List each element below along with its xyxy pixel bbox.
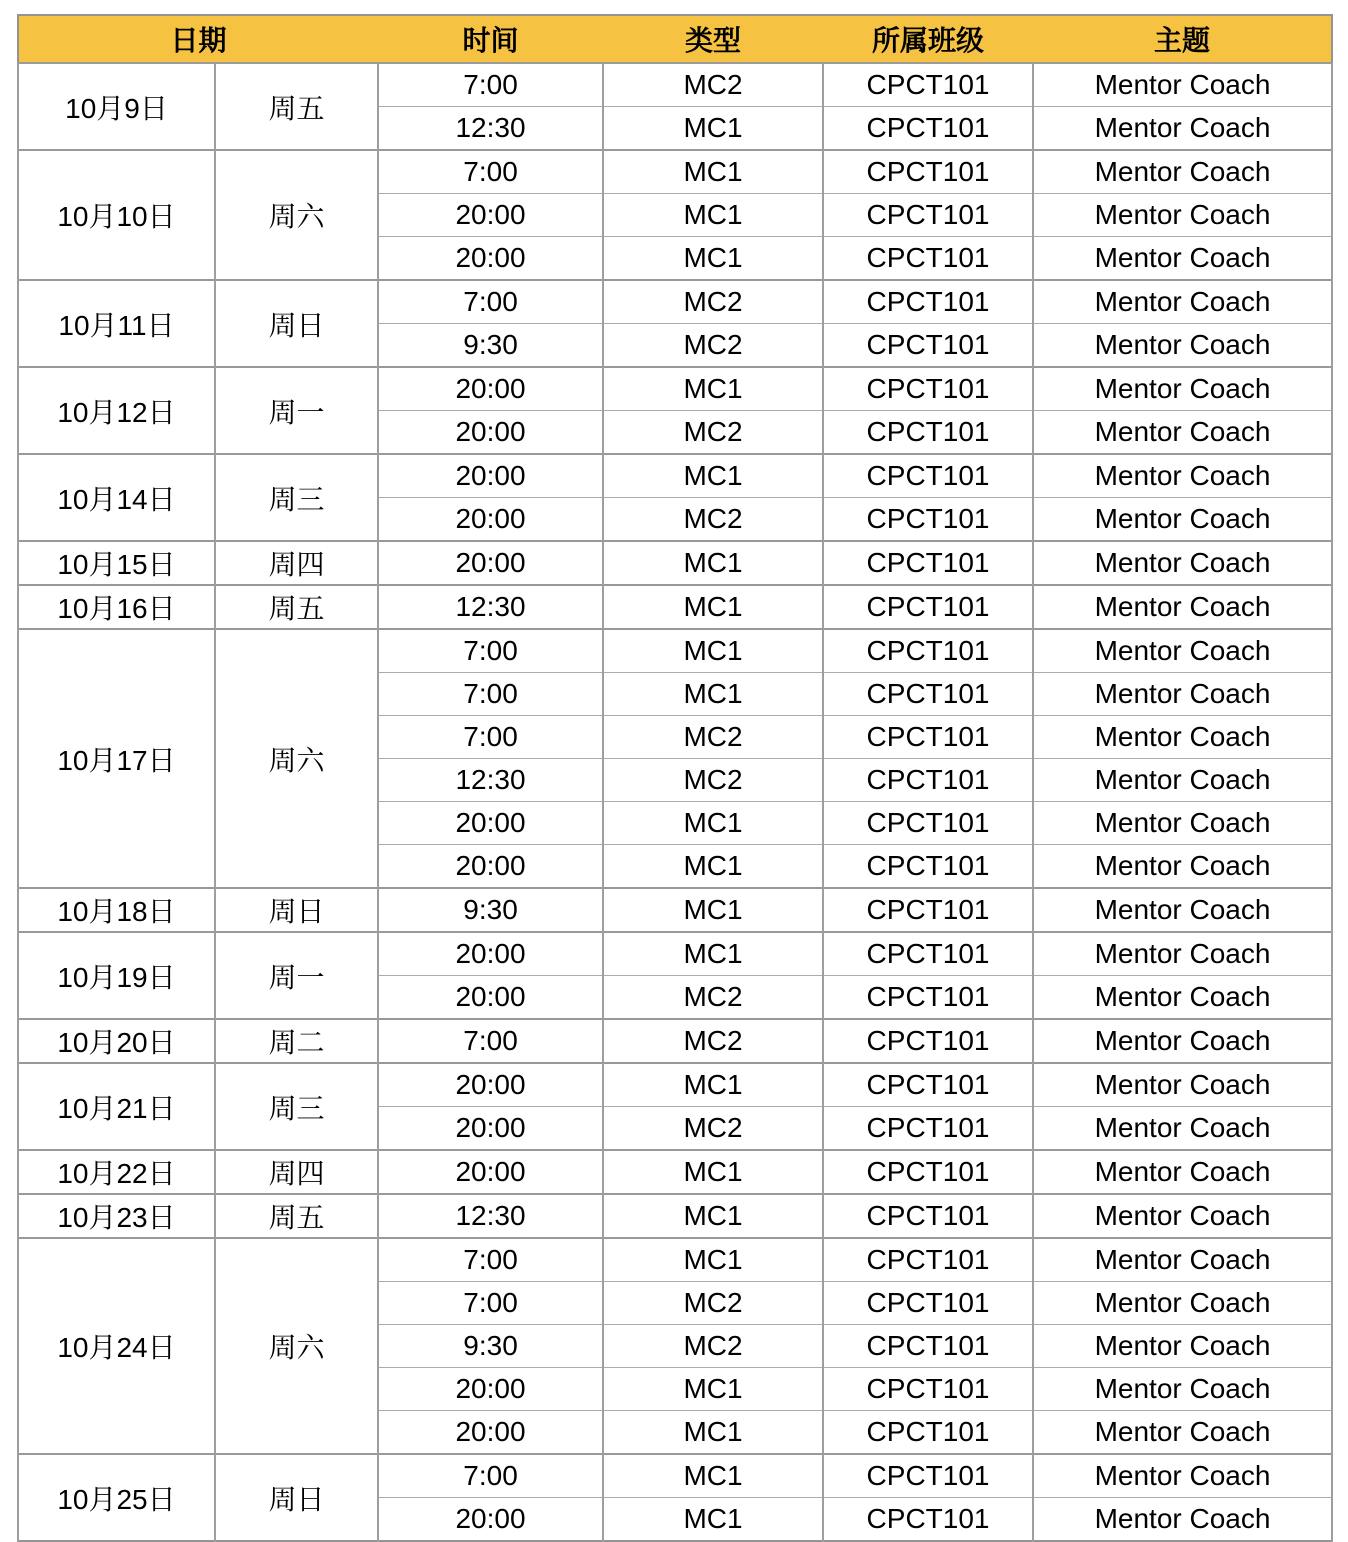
time-cell: 20:00: [378, 845, 603, 889]
topic-cell: Mentor Coach: [1033, 716, 1332, 759]
topic-cell: Mentor Coach: [1033, 367, 1332, 411]
type-cell: MC1: [603, 367, 823, 411]
schedule-row: [18, 541, 1332, 585]
date-cell: 10月11日: [18, 280, 215, 367]
time-cell: 7:00: [378, 716, 603, 759]
class-cell: CPCT101: [823, 324, 1033, 368]
time-cell: 20:00: [378, 498, 603, 542]
weekday-cell: 周五: [215, 63, 378, 150]
weekday-cell: 周四: [215, 1150, 378, 1194]
type-cell: MC2: [603, 759, 823, 802]
class-cell: CPCT101: [823, 888, 1033, 932]
type-cell: MC2: [603, 1325, 823, 1368]
type-cell: MC1: [603, 802, 823, 845]
time-cell: 9:30: [378, 888, 603, 932]
schedule-row: [18, 280, 1332, 324]
date-cell: 10月21日: [18, 1063, 215, 1150]
class-cell: CPCT101: [823, 716, 1033, 759]
type-cell: MC1: [603, 1411, 823, 1455]
type-cell: MC1: [603, 541, 823, 585]
class-cell: CPCT101: [823, 107, 1033, 151]
topic-cell: Mentor Coach: [1033, 1454, 1332, 1498]
type-cell: MC1: [603, 194, 823, 237]
topic-cell: Mentor Coach: [1033, 1019, 1332, 1063]
class-cell: CPCT101: [823, 673, 1033, 716]
time-cell: 7:00: [378, 629, 603, 673]
weekday-cell: 周六: [215, 1238, 378, 1454]
type-cell: MC1: [603, 1498, 823, 1542]
type-cell: MC1: [603, 454, 823, 498]
type-cell: MC2: [603, 411, 823, 455]
type-cell: MC2: [603, 498, 823, 542]
topic-cell: Mentor Coach: [1033, 585, 1332, 629]
header-type: 类型: [603, 15, 823, 63]
class-cell: CPCT101: [823, 1411, 1033, 1455]
topic-cell: Mentor Coach: [1033, 541, 1332, 585]
type-cell: MC1: [603, 1194, 823, 1238]
header-class: 所属班级: [823, 15, 1033, 63]
class-cell: CPCT101: [823, 759, 1033, 802]
class-cell: CPCT101: [823, 367, 1033, 411]
schedule-row: [18, 1063, 1332, 1107]
class-cell: CPCT101: [823, 498, 1033, 542]
time-cell: 7:00: [378, 1019, 603, 1063]
class-cell: CPCT101: [823, 1454, 1033, 1498]
weekday-cell: 周一: [215, 367, 378, 454]
date-cell: 10月19日: [18, 932, 215, 1019]
topic-cell: Mentor Coach: [1033, 1107, 1332, 1151]
date-cell: 10月20日: [18, 1019, 215, 1063]
header-time: 时间: [378, 15, 603, 63]
topic-cell: Mentor Coach: [1033, 976, 1332, 1020]
date-cell: 10月12日: [18, 367, 215, 454]
type-cell: MC2: [603, 324, 823, 368]
time-cell: 20:00: [378, 1498, 603, 1542]
class-cell: CPCT101: [823, 541, 1033, 585]
type-cell: MC2: [603, 1107, 823, 1151]
class-cell: CPCT101: [823, 237, 1033, 281]
class-cell: CPCT101: [823, 150, 1033, 194]
type-cell: MC1: [603, 673, 823, 716]
schedule-row: [18, 367, 1332, 411]
topic-cell: Mentor Coach: [1033, 1325, 1332, 1368]
topic-cell: Mentor Coach: [1033, 150, 1332, 194]
class-cell: CPCT101: [823, 1194, 1033, 1238]
type-cell: MC1: [603, 585, 823, 629]
type-cell: MC1: [603, 888, 823, 932]
header-topic: 主题: [1033, 15, 1332, 63]
weekday-cell: 周日: [215, 280, 378, 367]
date-cell: 10月9日: [18, 63, 215, 150]
schedule-body: [18, 63, 1332, 1541]
time-cell: 20:00: [378, 802, 603, 845]
schedule-row: [18, 629, 1332, 673]
topic-cell: Mentor Coach: [1033, 194, 1332, 237]
schedule-header: [18, 15, 1332, 63]
topic-cell: Mentor Coach: [1033, 1498, 1332, 1542]
schedule-row: [18, 932, 1332, 976]
type-cell: MC1: [603, 629, 823, 673]
topic-cell: Mentor Coach: [1033, 454, 1332, 498]
time-cell: 20:00: [378, 1107, 603, 1151]
type-cell: MC2: [603, 1282, 823, 1325]
topic-cell: Mentor Coach: [1033, 1238, 1332, 1282]
header-row: [18, 15, 1332, 63]
weekday-cell: 周五: [215, 585, 378, 629]
time-cell: 20:00: [378, 976, 603, 1020]
schedule-table: [17, 14, 1333, 1542]
weekday-cell: 周日: [215, 1454, 378, 1541]
date-cell: 10月24日: [18, 1238, 215, 1454]
time-cell: 20:00: [378, 1411, 603, 1455]
date-cell: 10月14日: [18, 454, 215, 541]
weekday-cell: 周四: [215, 541, 378, 585]
time-cell: 20:00: [378, 237, 603, 281]
schedule-row: [18, 1194, 1332, 1238]
topic-cell: Mentor Coach: [1033, 280, 1332, 324]
class-cell: CPCT101: [823, 976, 1033, 1020]
schedule-row: [18, 1150, 1332, 1194]
time-cell: 20:00: [378, 1368, 603, 1411]
schedule-row: [18, 1238, 1332, 1282]
time-cell: 12:30: [378, 1194, 603, 1238]
schedule-row: [18, 454, 1332, 498]
date-cell: 10月18日: [18, 888, 215, 932]
topic-cell: Mentor Coach: [1033, 1150, 1332, 1194]
topic-cell: Mentor Coach: [1033, 845, 1332, 889]
weekday-cell: 周日: [215, 888, 378, 932]
type-cell: MC2: [603, 1019, 823, 1063]
time-cell: 7:00: [378, 280, 603, 324]
type-cell: MC1: [603, 237, 823, 281]
topic-cell: Mentor Coach: [1033, 1063, 1332, 1107]
time-cell: 9:30: [378, 1325, 603, 1368]
schedule-row: [18, 63, 1332, 107]
class-cell: CPCT101: [823, 845, 1033, 889]
weekday-cell: 周一: [215, 932, 378, 1019]
time-cell: 20:00: [378, 1150, 603, 1194]
time-cell: 7:00: [378, 1238, 603, 1282]
topic-cell: Mentor Coach: [1033, 673, 1332, 716]
class-cell: CPCT101: [823, 1107, 1033, 1151]
date-cell: 10月25日: [18, 1454, 215, 1541]
time-cell: 7:00: [378, 673, 603, 716]
class-cell: CPCT101: [823, 63, 1033, 107]
class-cell: CPCT101: [823, 1498, 1033, 1542]
class-cell: CPCT101: [823, 1238, 1033, 1282]
topic-cell: Mentor Coach: [1033, 1282, 1332, 1325]
time-cell: 12:30: [378, 759, 603, 802]
class-cell: CPCT101: [823, 585, 1033, 629]
time-cell: 20:00: [378, 541, 603, 585]
time-cell: 20:00: [378, 411, 603, 455]
class-cell: CPCT101: [823, 932, 1033, 976]
time-cell: 7:00: [378, 1282, 603, 1325]
time-cell: 20:00: [378, 194, 603, 237]
type-cell: MC2: [603, 280, 823, 324]
class-cell: CPCT101: [823, 411, 1033, 455]
time-cell: 7:00: [378, 1454, 603, 1498]
time-cell: 20:00: [378, 367, 603, 411]
type-cell: MC2: [603, 63, 823, 107]
type-cell: MC1: [603, 150, 823, 194]
topic-cell: Mentor Coach: [1033, 63, 1332, 107]
date-cell: 10月15日: [18, 541, 215, 585]
topic-cell: Mentor Coach: [1033, 498, 1332, 542]
class-cell: CPCT101: [823, 454, 1033, 498]
date-cell: 10月23日: [18, 1194, 215, 1238]
topic-cell: Mentor Coach: [1033, 932, 1332, 976]
type-cell: MC1: [603, 1150, 823, 1194]
time-cell: 7:00: [378, 150, 603, 194]
schedule-row: [18, 1454, 1332, 1498]
date-cell: 10月10日: [18, 150, 215, 280]
weekday-cell: 周三: [215, 1063, 378, 1150]
type-cell: MC1: [603, 1063, 823, 1107]
type-cell: MC2: [603, 716, 823, 759]
class-cell: CPCT101: [823, 1368, 1033, 1411]
class-cell: CPCT101: [823, 280, 1033, 324]
time-cell: 12:30: [378, 585, 603, 629]
topic-cell: Mentor Coach: [1033, 324, 1332, 368]
weekday-cell: 周三: [215, 454, 378, 541]
type-cell: MC1: [603, 845, 823, 889]
type-cell: MC1: [603, 107, 823, 151]
date-cell: 10月22日: [18, 1150, 215, 1194]
topic-cell: Mentor Coach: [1033, 237, 1332, 281]
topic-cell: Mentor Coach: [1033, 1411, 1332, 1455]
topic-cell: Mentor Coach: [1033, 1194, 1332, 1238]
weekday-cell: 周六: [215, 150, 378, 280]
date-cell: 10月16日: [18, 585, 215, 629]
class-cell: CPCT101: [823, 629, 1033, 673]
topic-cell: Mentor Coach: [1033, 759, 1332, 802]
schedule-row: [18, 585, 1332, 629]
weekday-cell: 周二: [215, 1019, 378, 1063]
class-cell: CPCT101: [823, 1019, 1033, 1063]
header-date: 日期: [18, 15, 378, 63]
time-cell: 20:00: [378, 454, 603, 498]
class-cell: CPCT101: [823, 194, 1033, 237]
type-cell: MC2: [603, 976, 823, 1020]
type-cell: MC1: [603, 1368, 823, 1411]
type-cell: MC1: [603, 932, 823, 976]
type-cell: MC1: [603, 1238, 823, 1282]
weekday-cell: 周六: [215, 629, 378, 888]
type-cell: MC1: [603, 1454, 823, 1498]
topic-cell: Mentor Coach: [1033, 888, 1332, 932]
schedule-row: [18, 150, 1332, 194]
class-cell: CPCT101: [823, 1282, 1033, 1325]
time-cell: 7:00: [378, 63, 603, 107]
date-cell: 10月17日: [18, 629, 215, 888]
schedule-row: [18, 1019, 1332, 1063]
topic-cell: Mentor Coach: [1033, 411, 1332, 455]
class-cell: CPCT101: [823, 1325, 1033, 1368]
schedule-row: [18, 888, 1332, 932]
topic-cell: Mentor Coach: [1033, 629, 1332, 673]
topic-cell: Mentor Coach: [1033, 802, 1332, 845]
class-cell: CPCT101: [823, 1063, 1033, 1107]
topic-cell: Mentor Coach: [1033, 1368, 1332, 1411]
time-cell: 12:30: [378, 107, 603, 151]
class-cell: CPCT101: [823, 1150, 1033, 1194]
class-cell: CPCT101: [823, 802, 1033, 845]
topic-cell: Mentor Coach: [1033, 107, 1332, 151]
time-cell: 20:00: [378, 932, 603, 976]
time-cell: 9:30: [378, 324, 603, 368]
weekday-cell: 周五: [215, 1194, 378, 1238]
time-cell: 20:00: [378, 1063, 603, 1107]
